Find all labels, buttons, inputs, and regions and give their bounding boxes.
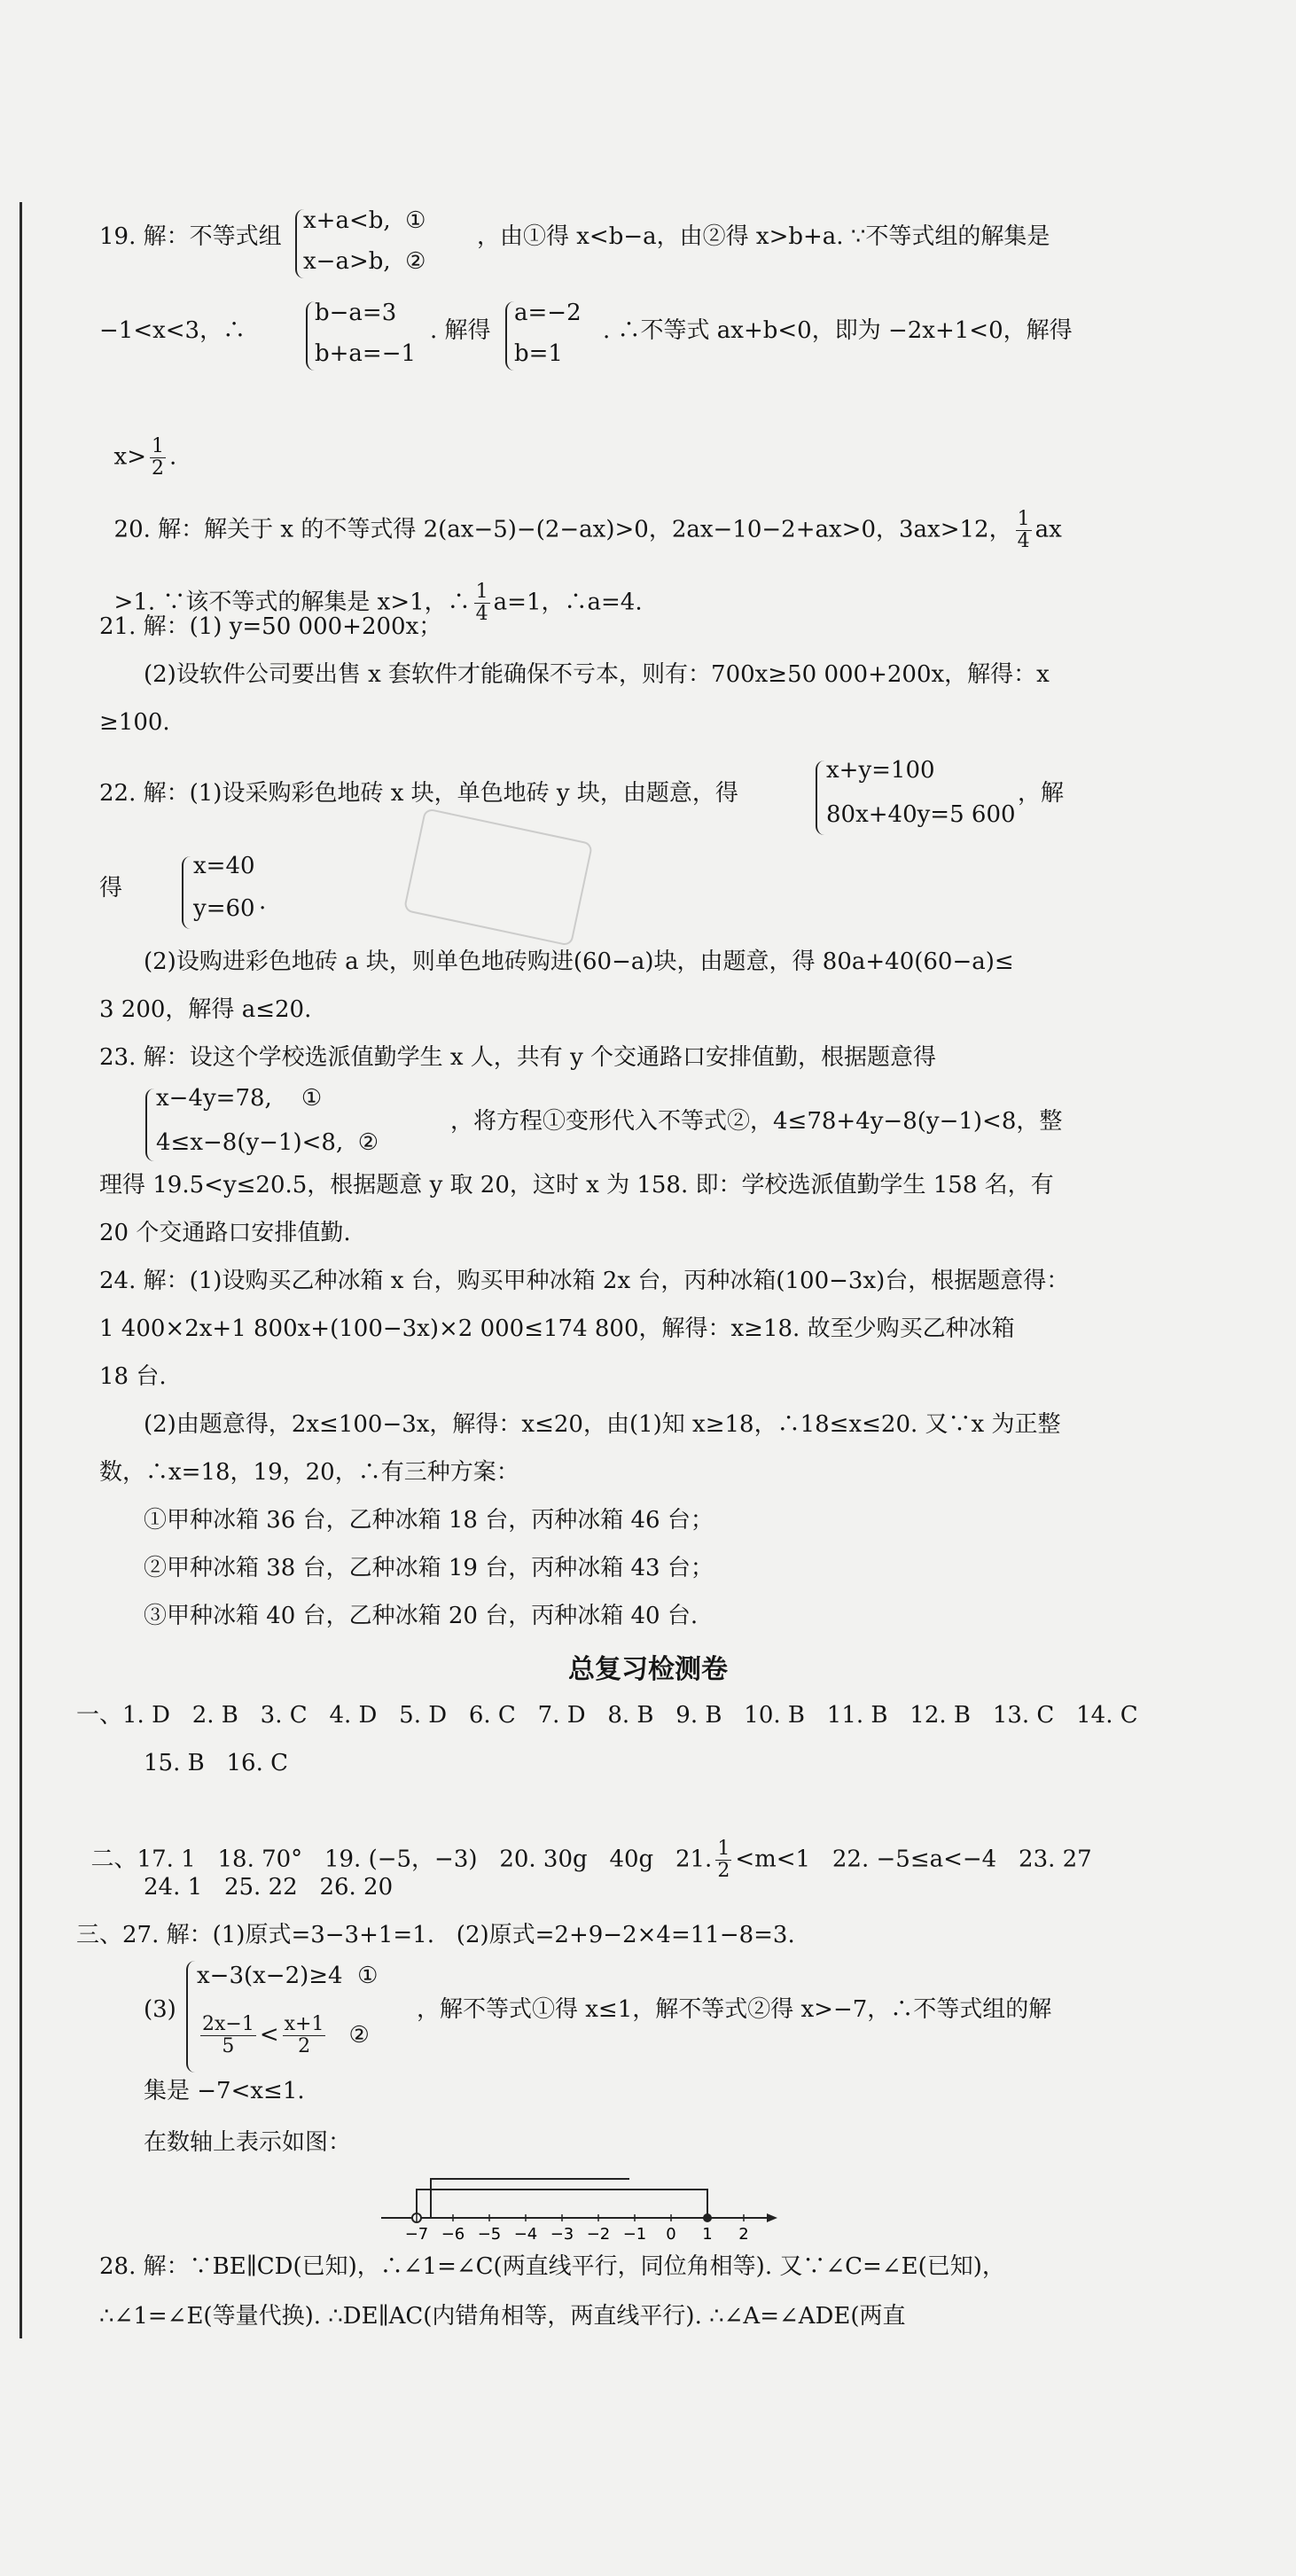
numerator: 1	[151, 435, 164, 457]
denominator: 4	[1017, 530, 1030, 552]
q27-line2b: ，解不等式①得 x≤1，解不等式②得 x>−7，∴不等式组的解	[417, 1996, 1052, 2023]
part2-line1-tail: <m<1 22. −5≤a<−4 23. 27	[735, 1846, 1092, 1873]
q24-line1: 24. 解：(1)设购买乙种冰箱 x 台，购买甲种冰箱 2x 台，丙种冰箱(100−3x)台，根据题意得：	[99, 1268, 1070, 1294]
tick-label: 1	[702, 2225, 713, 2243]
q22-line3: (2)设购进彩色地砖 a 块，则单色地砖购进(60−a)块，由题意，得 80a+40(60−a)≤	[144, 948, 1014, 975]
fraction	[150, 436, 166, 480]
q27-line2a: (3)	[144, 1996, 176, 2023]
q20-line2-text: >1. ∵该不等式的解集是 x>1，∴	[113, 589, 471, 616]
numerator: x+1	[284, 2013, 324, 2035]
q27-line1: 三、27. 解：(1)原式=3−3+1=1. (2)原式=2+9−2×4=11−8=3.	[76, 1922, 795, 1948]
solution-bracket	[417, 2190, 707, 2218]
q20-line1	[99, 479, 1062, 552]
tick-label: −5	[477, 2225, 502, 2243]
denominator: 5	[222, 2035, 235, 2057]
q22-line1: 22. 解：(1)设采购彩色地砖 x 块，单色地砖 y 块，由题意，得	[99, 780, 738, 807]
fraction	[200, 2014, 256, 2057]
numerator: 1	[1017, 508, 1030, 530]
part2-line2: 24. 1 25. 22 26. 20	[144, 1874, 394, 1901]
q23-line4: 20 个交通路口安排值勤.	[99, 1220, 351, 1246]
q22-system-row1: x+y=100	[826, 757, 935, 784]
q24-line6: ①甲种冰箱 36 台，乙种冰箱 18 台，丙种冰箱 46 台；	[144, 1507, 714, 1534]
fraction	[715, 1838, 731, 1882]
q28-line2: ∴∠1=∠E(等量代换). ∴DE∥AC(内错角相等，两直线平行). ∴∠A=∠ADE(两直	[99, 2303, 906, 2330]
tick-label: −4	[513, 2225, 538, 2243]
denominator: 2	[151, 457, 164, 480]
q19-line3	[99, 406, 176, 480]
tick-label: 2	[738, 2225, 749, 2243]
q23-system-row2: 4≤x−8(y−1)<8, ②	[156, 1129, 379, 1156]
tick-label: −1	[622, 2225, 647, 2243]
q22-solution-row2: y=60	[193, 895, 255, 922]
number-line	[363, 2163, 780, 2243]
tick-label: −3	[550, 2225, 574, 2243]
q24-line5: 数，∴x=18，19，20，∴有三种方案：	[99, 1459, 519, 1486]
q24-line3: 18 台.	[99, 1363, 167, 1390]
tick-label: −7	[404, 2225, 429, 2243]
tick-label: −6	[441, 2225, 465, 2243]
q22-system-row2: 80x+40y=5 600	[826, 801, 1016, 828]
q19-line2a: −1<x<3，∴	[99, 317, 246, 344]
denominator: 2	[298, 2035, 311, 2057]
q23-line1: 23. 解：设这个学校选派值勤学生 x 人，共有 y 个交通路口安排值勤，根据题意得	[99, 1044, 937, 1071]
part1-line1: 一、1. D 2. B 3. C 4. D 5. D 6. C 7. D 8. B 9. B 10. B 11. B 12. B 13. C 14. C	[76, 1702, 1138, 1729]
brace	[505, 301, 514, 371]
q24-line2: 1 400×2x+1 800x+(100−3x)×2 000≤174 800，解得：x≥18. 故至少购买乙种冰箱	[99, 1315, 1015, 1342]
q21-line2: (2)设软件公司要出售 x 套软件才能确保不亏本，则有：700x≥50 000+200x，解得：x	[144, 661, 1050, 688]
brace	[306, 301, 315, 371]
q22-solution-row1: x=40	[193, 853, 255, 879]
numerator: 1	[717, 1838, 730, 1860]
fraction	[283, 2014, 326, 2057]
brace	[182, 856, 191, 929]
q19-line3b: .	[168, 443, 177, 471]
q19-system2-row1: b−a=3	[315, 300, 397, 326]
q19-line1a: 19. 解：不等式组	[99, 223, 282, 250]
q19-line3a: x>	[113, 443, 146, 471]
q27-system-row2	[197, 2014, 370, 2057]
q21-line1: 21. 解：(1) y=50 000+200x；	[99, 613, 442, 640]
denominator: 4	[475, 603, 488, 625]
q19-system3-row2: b=1	[514, 340, 563, 367]
q22-line1b: ，解	[1018, 780, 1065, 807]
fraction	[1016, 509, 1032, 552]
tick-label: −2	[586, 2225, 611, 2243]
q22-line4: 3 200，解得 a≤20.	[99, 996, 312, 1023]
q23-line2b: ，将方程①变形代入不等式②，4≤78+4y−8(y−1)<8，整	[450, 1108, 1063, 1135]
brace	[186, 1961, 195, 2073]
arrow-icon	[767, 2213, 777, 2222]
tick-label: 0	[666, 2225, 676, 2243]
q19-line2c: . ∴不等式 ax+b<0，即为 −2x+1<0，解得	[603, 317, 1073, 344]
q20-line1-tail: ax	[1034, 516, 1062, 543]
q27-system-row1: x−3(x−2)≥4 ①	[197, 1963, 379, 1989]
margin-rule	[20, 202, 22, 2338]
q24-line4: (2)由题意得，2x≤100−3x，解得：x≤20，由(1)知 x≥18，∴18≤x≤20. 又∵x 为正整	[144, 1411, 1061, 1438]
q19-line2b: . 解得	[430, 317, 491, 344]
part2-line1-text: 二、17. 1 18. 70° 19. (−5，−3) 20. 30g 40g 21.	[90, 1846, 713, 1873]
q27-line4: 在数轴上表示如图：	[144, 2129, 352, 2156]
numerator: 1	[475, 581, 488, 603]
q20-line2-tail: a=1，∴a=4.	[493, 589, 643, 616]
q23-system-row1: x−4y=78, ①	[156, 1085, 323, 1112]
q19-system3-row1: a=−2	[514, 300, 582, 326]
solution-bracket-left	[431, 2179, 629, 2218]
less-than: <	[259, 2021, 279, 2049]
part1-line2: 15. B 16. C	[144, 1750, 289, 1776]
q22-line2b: .	[259, 888, 267, 915]
q19-line1b: ，由①得 x<b−a，由②得 x>b+a. ∵不等式组的解集是	[477, 223, 1050, 250]
numerator: 2x−1	[202, 2013, 254, 2035]
q22-line2a: 得	[99, 875, 123, 902]
q24-line7: ②甲种冰箱 38 台，乙种冰箱 19 台，丙种冰箱 43 台；	[144, 1555, 714, 1581]
fraction	[474, 582, 490, 625]
brace	[145, 1089, 154, 1161]
q20-line1-text: 20. 解：解关于 x 的不等式得 2(ax−5)−(2−ax)>0，2ax−10−2+ax>0，3ax>12，	[113, 516, 1012, 543]
q23-line3: 理得 19.5<y≤20.5，根据题意 y 取 20，这时 x 为 158. 即：学校选派值勤学生 158 名，有	[99, 1172, 1054, 1198]
q27-line3: 集是 −7<x≤1.	[144, 2078, 305, 2104]
q19-system1-row2: x−a>b, ②	[303, 248, 426, 275]
q19-system2-row2: b+a=−1	[315, 340, 417, 367]
q28-line1: 28. 解：∵BE∥CD(已知)，∴∠1=∠C(两直线平行，同位角相等). 又∵∠C=∠E(已知)，	[99, 2253, 1005, 2280]
q21-line3: ≥100.	[99, 709, 170, 736]
denominator: 2	[717, 1860, 730, 1882]
tag: ②	[348, 2021, 370, 2049]
section-title: 总复习检测卷	[568, 1654, 728, 1685]
q24-line8: ③甲种冰箱 40 台，乙种冰箱 20 台，丙种冰箱 40 台.	[144, 1603, 699, 1629]
brace	[816, 761, 824, 835]
part2-line1	[76, 1808, 1092, 1882]
watermark-stamp	[403, 808, 594, 947]
q19-system1-row1: x+a<b, ①	[303, 207, 426, 234]
